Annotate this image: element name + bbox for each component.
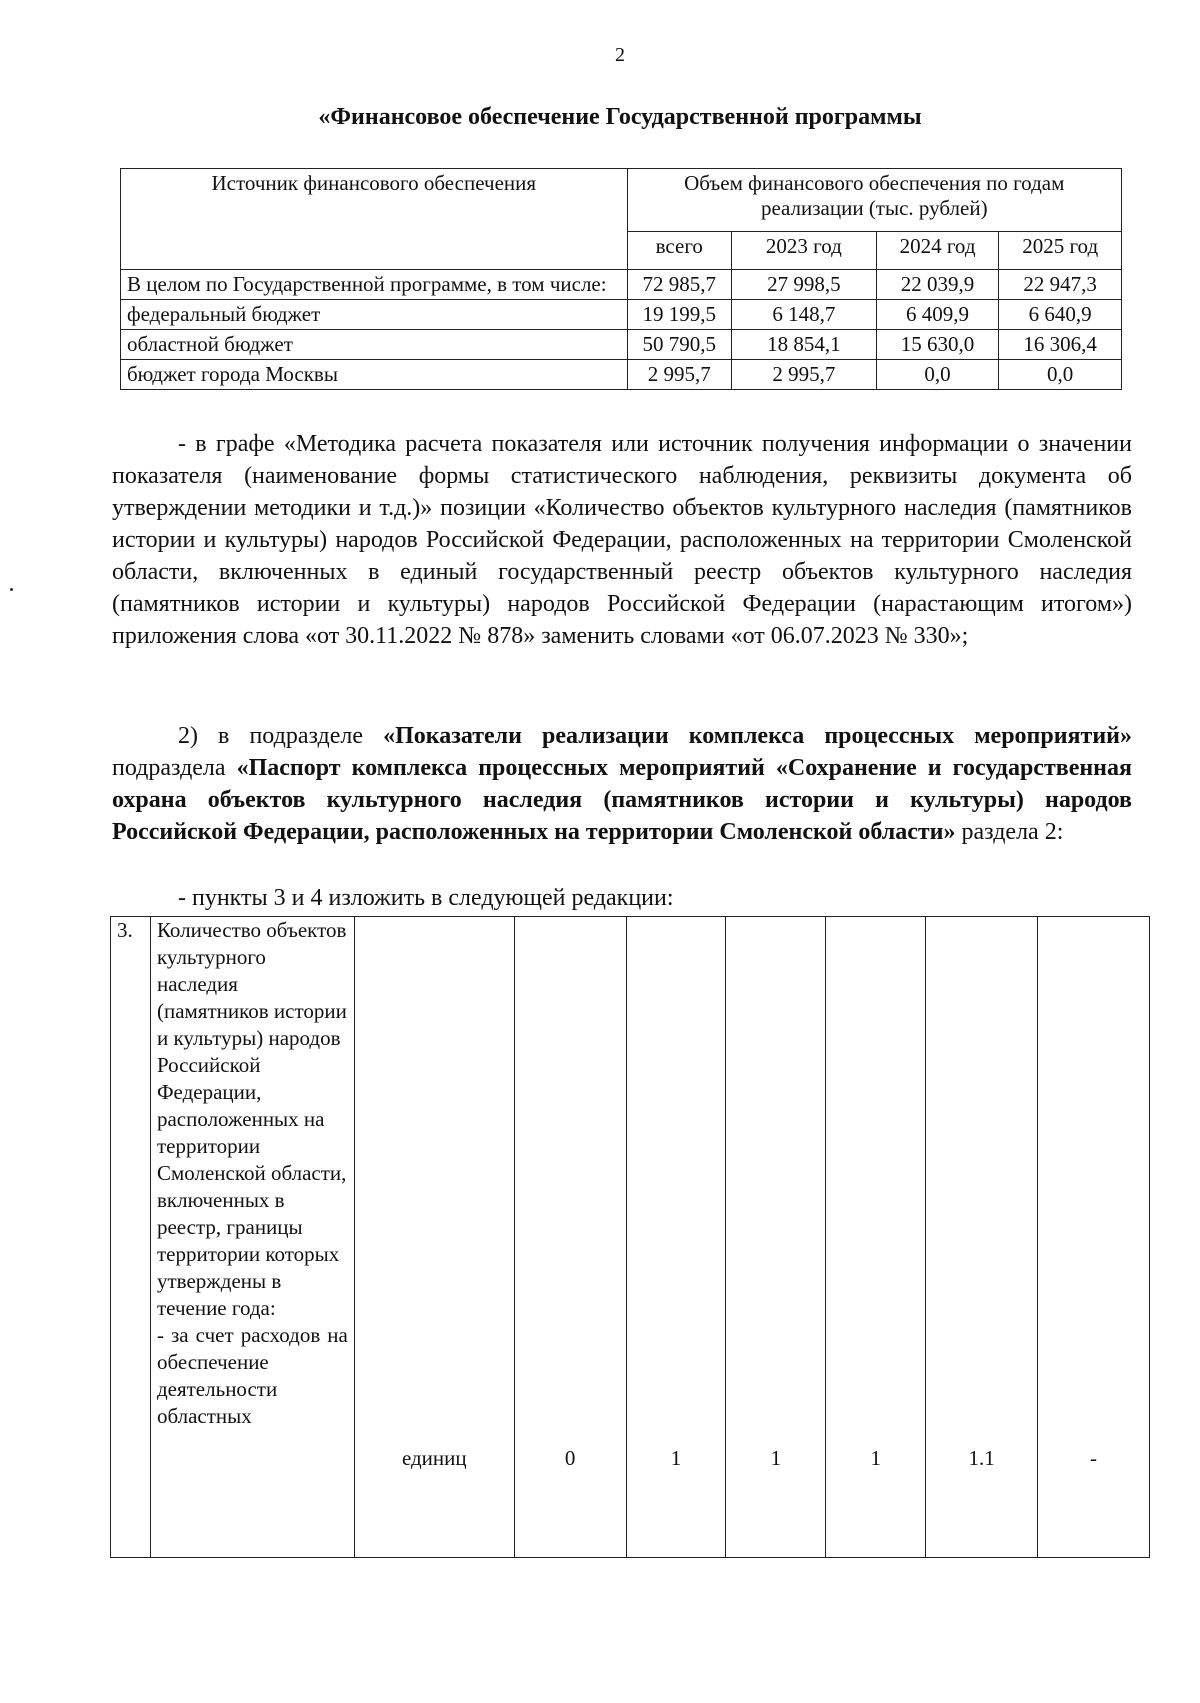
paragraph-items [112, 882, 1132, 914]
paragraph-lead: 2) в подразделе [178, 723, 384, 749]
indicator-value: 1.1 [926, 917, 1038, 1558]
financing-table [120, 168, 1122, 390]
row-2025: 16 306,4 [999, 330, 1122, 360]
header-volume: Объем финансового обеспечения по годам реализации (тыс. рублей) [627, 169, 1121, 232]
header-total: всего [627, 232, 732, 270]
paragraph-text [112, 720, 1132, 848]
indicator-number: 3. [111, 917, 151, 1558]
row-total: 2 995,7 [627, 360, 732, 390]
row-total: 72 985,7 [627, 270, 732, 300]
table-row [121, 270, 1122, 300]
page-number: 2 [615, 44, 625, 66]
row-2024: 22 039,9 [876, 270, 999, 300]
paragraph-bold-passport: «Паспорт комплекса процессных мероприятий «Сохранение и государственная охрана объектов культурного наследия (памятников истории и культуры) народов Российской Федерации, расположенных на территории Смоленской области» [112, 755, 1132, 845]
table-row [111, 917, 1150, 1558]
table-row [121, 300, 1122, 330]
header-year-2024: 2024 год [876, 232, 999, 270]
table-row [121, 360, 1122, 390]
table-row [121, 330, 1122, 360]
paragraph-text: - пункты 3 и 4 изложить в следующей редакции: [178, 885, 674, 911]
row-total: 19 199,5 [627, 300, 732, 330]
indicator-value: 1 [826, 917, 926, 1558]
row-2024: 15 630,0 [876, 330, 999, 360]
row-source: федеральный бюджет [121, 300, 628, 330]
paragraph-bold-indicators: «Показатели реализации комплекса процессных мероприятий» [383, 723, 1132, 749]
indicator-value: 1 [626, 917, 726, 1558]
row-2025: 0,0 [999, 360, 1122, 390]
row-2023: 18 854,1 [732, 330, 877, 360]
row-source: В целом по Государственной программе, в том числе: [121, 270, 628, 300]
paragraph-tail: раздела 2: [955, 819, 1064, 845]
indicator-table [110, 916, 1150, 1558]
indicator-name [150, 917, 354, 1558]
row-total: 50 790,5 [627, 330, 732, 360]
paragraph-subsection [112, 720, 1132, 848]
row-2023: 2 995,7 [732, 360, 877, 390]
header-year-2023: 2023 год [732, 232, 877, 270]
indicator-value: 1 [726, 917, 826, 1558]
row-source: областной бюджет [121, 330, 628, 360]
indicator-value: 0 [514, 917, 626, 1558]
margin-dot [10, 588, 13, 591]
financing-header-row [121, 169, 1122, 232]
row-2023: 27 998,5 [732, 270, 877, 300]
indicator-name-text: Количество объектов культурного наследия (памятников истории и культуры) народов Российской Федерации, расположенных на территории Смоленской области, включенных в реестр, границы территории которых утверждены в течение года: [156, 918, 347, 1320]
row-2024: 6 409,9 [876, 300, 999, 330]
row-2025: 6 640,9 [999, 300, 1122, 330]
paragraph-text: - в графе «Методика расчета показателя или источник получения информации о значении показателя (наименование формы статистического наблюдения, реквизиты документа об утверждении методики и т.д.)» позиции «Количество объектов культурного наследия (памятников истории и культуры) народов Российской Федерации, расположенных на территории Смоленской области, включенных в единый государственный реестр объектов культурного наследия (памятников истории и культуры) народов Российской Федерации (нарастающим итогом») приложения слова «от 30.11.2022 № 878» заменить словами «от 06.07.2023 № 330»; [112, 431, 1132, 649]
paragraph-mid: подраздела [112, 755, 237, 781]
header-year-2025: 2025 год [999, 232, 1122, 270]
indicator-unit: единиц [354, 917, 514, 1558]
paragraph-methodology [112, 428, 1132, 652]
row-2025: 22 947,3 [999, 270, 1122, 300]
indicator-value: - [1038, 917, 1150, 1558]
header-source: Источник финансового обеспечения [121, 169, 628, 270]
document-title: «Финансовое обеспечение Государственной программы [318, 104, 922, 130]
row-2023: 6 148,7 [732, 300, 877, 330]
row-2024: 0,0 [876, 360, 999, 390]
indicator-subitem: - за счет расходов на обеспечение деятельности областных [156, 1323, 348, 1428]
row-source: бюджет города Москвы [121, 360, 628, 390]
